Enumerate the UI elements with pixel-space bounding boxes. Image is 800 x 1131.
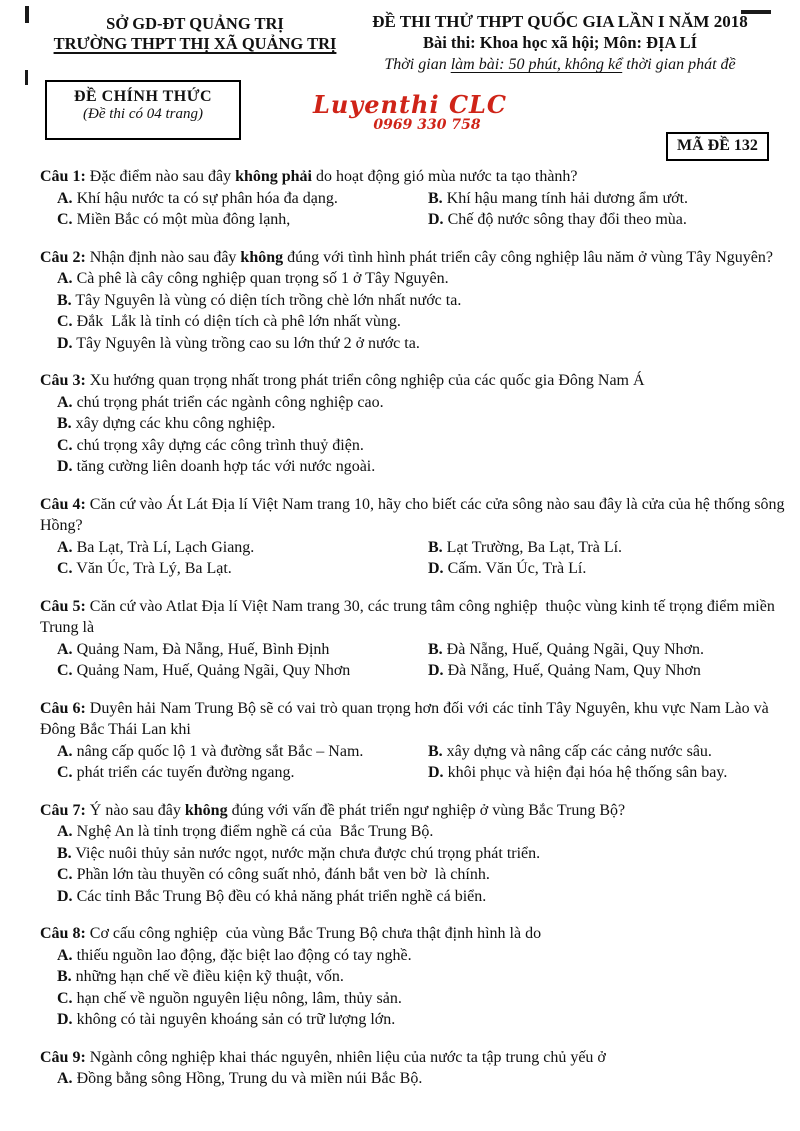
question-emphasis: không — [240, 248, 284, 266]
option-letter: C. — [57, 764, 73, 781]
exam-duration — [340, 56, 780, 74]
option-d: D. Chế độ nước sông thay đổi theo mùa. — [428, 211, 687, 228]
question-text-segment: Duyên hải Nam Trung Bộ sẽ có vai trò quan trọng hơn đối với các tỉnh Tây Nguyên, khu vực Nam Lào và Đông Bắc Thái Lan khi — [40, 699, 773, 738]
question-2-options — [57, 268, 792, 354]
question-8-text — [40, 923, 792, 945]
question-4-text — [40, 494, 792, 537]
exam-title-block — [340, 12, 780, 74]
school-name: TRƯỜNG THPT THỊ XÃ QUẢNG TRỊ — [53, 34, 337, 53]
option-a: A. nâng cấp quốc lộ 1 và đường sắt Bắc – Nam. — [57, 742, 364, 760]
option-letter: B. — [57, 415, 72, 432]
option-letter: D. — [57, 458, 73, 475]
official-exam-label: ĐỀ CHÍNH THỨC — [73, 88, 213, 105]
option-letter: D. — [428, 560, 444, 577]
option-a: A. Ba Lạt, Trà Lí, Lạch Giang. — [57, 538, 255, 556]
option-d: D. Các tỉnh Bắc Trung Bộ đều có khả năng phát triển nghề cá biển. — [57, 887, 487, 905]
option-letter: B. — [428, 742, 443, 760]
option-d: D. Đà Nẵng, Huế, Quảng Nam, Quy Nhơn — [428, 662, 701, 679]
question-5-text — [40, 596, 792, 639]
option-b: B. Khí hậu mang tính hải dương ẩm ướt. — [428, 189, 689, 207]
option-a: A. Quảng Nam, Đà Nẵng, Huế, Bình Định — [57, 640, 330, 658]
question-text-segment: đúng với tình hình phát triển cây công nghiệp lâu năm ở vùng Tây Nguyên? — [283, 248, 773, 266]
question-8 — [40, 923, 792, 1031]
option-letter: C. — [57, 211, 73, 228]
question-2-text — [40, 247, 792, 269]
question-1-options — [57, 188, 792, 231]
exam-code-box: MÃ ĐỀ 132 — [666, 132, 769, 161]
question-text-segment: Nhận định nào sau đây — [89, 248, 241, 266]
option-letter: C. — [57, 436, 73, 454]
option-letter: B. — [57, 291, 72, 309]
question-7-text — [40, 800, 792, 822]
option-letter: A. — [57, 1070, 73, 1087]
option-letter: A. — [57, 189, 73, 207]
exam-pages-note: (Đề thi có 04 trang) — [83, 106, 203, 122]
question-3-number: Câu 3: — [40, 372, 90, 389]
school-header — [0, 14, 390, 54]
option-d: D. Cấm. Văn Úc, Trà Lí. — [428, 560, 587, 577]
question-text-segment: Căn cứ vào Át Lát Địa lí Việt Nam trang 10, hãy cho biết các cửa sông nào sau đây là cửa của hệ thống sông Hồng? — [40, 495, 789, 534]
school-department: SỞ GD-ĐT QUẢNG TRỊ — [106, 14, 284, 33]
duration-post: thời gian phát đề — [622, 56, 736, 73]
option-letter: C. — [57, 866, 73, 883]
option-d: D. khôi phục và hiện đại hóa hệ thống sân bay. — [428, 764, 728, 781]
option-letter: A. — [57, 393, 73, 411]
logo-brand-text: Luyenthi CLC — [312, 90, 508, 119]
option-d: D. không có tài nguyên khoáng sản có trữ lượng lớn. — [57, 1011, 396, 1028]
option-letter: A. — [57, 946, 73, 964]
option-letter: C. — [57, 662, 73, 679]
option-letter: C. — [57, 989, 73, 1007]
option-letter: D. — [428, 764, 444, 781]
question-5 — [40, 596, 792, 682]
question-text-segment: Căn cứ vào Atlat Địa lí Việt Nam trang 30, các trung tâm công nghiệp thuộc vùng kinh tế trọng điểm miền Trung là — [40, 597, 779, 636]
question-1 — [40, 166, 792, 231]
question-9-number: Câu 9: — [40, 1048, 90, 1066]
question-text-segment: Đặc điểm nào sau đây — [89, 168, 236, 185]
option-c: C. chú trọng xây dựng các công trình thuỷ điện. — [57, 436, 364, 454]
option-b: B. Tây Nguyên là vùng có diện tích trồng chè lớn nhất nước ta. — [57, 291, 462, 309]
question-2 — [40, 247, 792, 355]
option-a: A. Khí hậu nước ta có sự phân hóa đa dạng. — [57, 189, 338, 207]
duration-underlined: làm bài: 50 phút, không kể — [450, 56, 623, 73]
option-b: B. những hạn chế về điều kiện kỹ thuật, vốn. — [57, 968, 344, 985]
question-4 — [40, 494, 792, 580]
question-6 — [40, 698, 792, 784]
option-b: B. xây dựng và nâng cấp các cảng nước sâu. — [428, 742, 712, 760]
exam-title: ĐỀ THI THỬ THPT QUỐC GIA LẦN I NĂM 2018 — [372, 12, 748, 31]
option-a: A. Đồng bằng sông Hồng, Trung du và miền núi Bắc Bộ. — [57, 1070, 423, 1087]
option-c: C. hạn chế về nguồn nguyên liệu nông, lâm, thủy sản. — [57, 989, 402, 1007]
question-6-number: Câu 6: — [40, 699, 90, 717]
question-text-segment: Ý nào sau đây — [89, 801, 185, 819]
question-3-options — [57, 392, 792, 478]
option-a: A. chú trọng phát triển các ngành công nghiệp cao. — [57, 393, 384, 411]
option-d: D. tăng cường liên doanh hợp tác với nước ngoài. — [57, 458, 376, 475]
option-letter: C. — [57, 560, 73, 577]
option-letter: D. — [57, 334, 73, 352]
option-letter: B. — [428, 640, 443, 658]
option-c: C. Phần lớn tàu thuyền có công suất nhỏ, đánh bắt ven bờ là chính. — [57, 866, 490, 883]
option-letter: C. — [57, 313, 73, 330]
option-letter: A. — [57, 270, 73, 287]
exam-subject: Bài thi: Khoa học xã hội; Môn: ĐỊA LÍ — [422, 33, 698, 52]
question-8-options — [57, 945, 792, 1031]
question-text-segment: Ngành công nghiệp khai thác nguyên, nhiên liệu của nước ta tập trung chủ yếu ở — [89, 1048, 606, 1066]
question-3-text — [40, 370, 792, 392]
option-b: B. Đà Nẵng, Huế, Quảng Ngãi, Quy Nhơn. — [428, 640, 704, 658]
option-a: A. Cà phê là cây công nghiệp quan trọng số 1 ở Tây Nguyên. — [57, 270, 449, 287]
option-letter: D. — [57, 887, 73, 905]
question-text-segment: Xu hướng quan trọng nhất trong phát triển công nghiệp của các quốc gia Đông Nam Á — [89, 372, 645, 389]
question-2-number: Câu 2: — [40, 248, 90, 266]
question-1-text — [40, 166, 792, 188]
option-letter: B. — [57, 968, 72, 985]
question-6-options — [57, 741, 792, 784]
question-text-segment: do hoạt động gió mùa nước ta tạo thành? — [312, 168, 578, 185]
duration-pre: Thời gian — [384, 56, 451, 73]
option-a: A. thiếu nguồn lao động, đặc biệt lao động có tay nghề. — [57, 946, 412, 964]
logo-phone-number: 0969 330 758 — [373, 117, 481, 133]
question-9 — [40, 1047, 792, 1090]
question-9-text — [40, 1047, 792, 1069]
option-a: A. Nghệ An là tỉnh trọng điểm nghề cá của Bắc Trung Bộ. — [57, 823, 434, 840]
option-c: C. Miền Bắc có một mùa đông lạnh, — [57, 211, 291, 228]
question-5-options — [57, 639, 792, 682]
option-letter: B. — [57, 844, 72, 862]
option-letter: D. — [428, 662, 444, 679]
option-c: C. Đắk Lắk là tỉnh có diện tích cà phê lớn nhất vùng. — [57, 313, 401, 330]
question-1-number: Câu 1: — [40, 168, 90, 185]
question-emphasis: không — [184, 801, 228, 819]
option-b: B. Việc nuôi thủy sản nước ngọt, nước mặn chưa được chú trọng phát triển. — [57, 844, 541, 862]
option-d: D. Tây Nguyên là vùng trồng cao su lớn thứ 2 ở nước ta. — [57, 334, 420, 352]
question-4-number: Câu 4: — [40, 495, 90, 513]
option-c: C. phát triển các tuyến đường ngang. — [57, 764, 295, 781]
question-6-text — [40, 698, 792, 741]
question-text-segment: Cơ cấu công nghiệp của vùng Bắc Trung Bộ chưa thật định hình là do — [89, 925, 542, 942]
option-letter: D. — [57, 1011, 73, 1028]
question-text-segment: đúng với vấn đề phát triển ngư nghiệp ở vùng Bắc Trung Bộ? — [227, 801, 626, 819]
question-7-number: Câu 7: — [40, 801, 90, 819]
option-letter: D. — [428, 211, 444, 228]
option-c: C. Văn Úc, Trà Lý, Ba Lạt. — [57, 560, 232, 577]
option-b: B. Lạt Trường, Ba Lạt, Trà Lí. — [428, 538, 623, 556]
question-7 — [40, 800, 792, 908]
option-letter: B. — [428, 189, 443, 207]
questions — [40, 166, 792, 1106]
question-7-options — [57, 821, 792, 907]
option-letter: B. — [428, 538, 443, 556]
question-emphasis: không phải — [235, 168, 312, 185]
question-9-options — [57, 1068, 792, 1090]
option-b: B. xây dựng các khu công nghiệp. — [57, 415, 276, 432]
option-letter: A. — [57, 640, 73, 658]
official-exam-box — [45, 80, 241, 140]
option-c: C. Quảng Nam, Huế, Quảng Ngãi, Quy Nhơn — [57, 662, 351, 679]
question-3 — [40, 370, 792, 478]
question-8-number: Câu 8: — [40, 925, 90, 942]
exam-header — [0, 10, 800, 160]
question-5-number: Câu 5: — [40, 597, 90, 615]
option-letter: A. — [57, 538, 73, 556]
tutoring-logo — [300, 90, 520, 133]
option-letter: A. — [57, 742, 73, 760]
option-letter: A. — [57, 823, 73, 840]
question-4-options — [57, 537, 792, 580]
